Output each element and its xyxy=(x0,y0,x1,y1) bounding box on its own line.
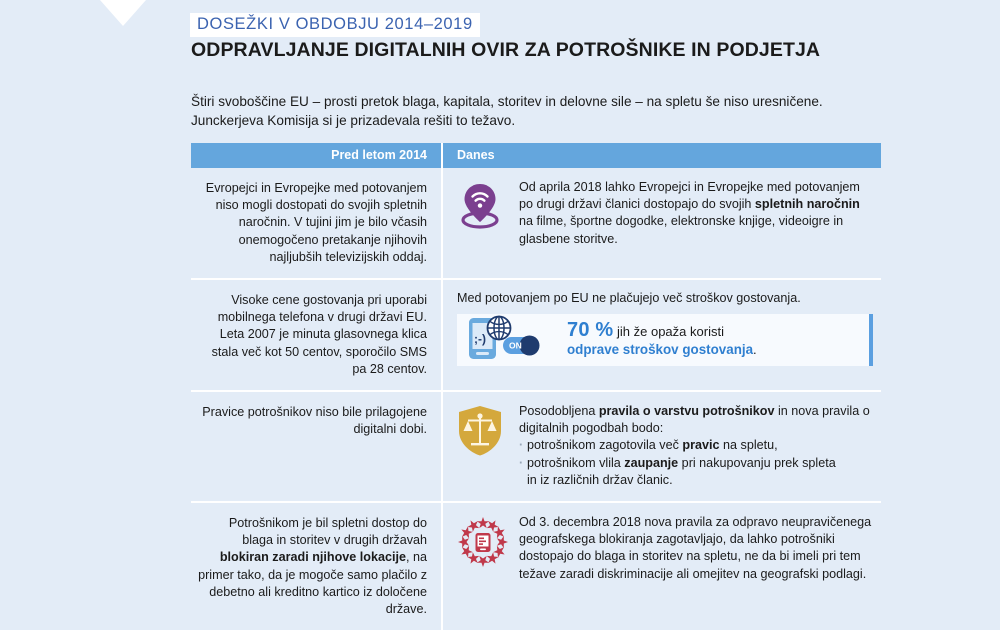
text-part: na spletu, xyxy=(719,438,778,453)
list-item xyxy=(519,437,873,454)
cell-today xyxy=(443,168,881,278)
column-header-today: Danes xyxy=(457,148,495,162)
cell-today xyxy=(443,503,881,630)
list-item xyxy=(519,455,873,472)
table-row xyxy=(191,392,881,503)
list-item-continuation: in iz različnih držav članic. xyxy=(527,472,673,487)
text-part: na filme, športne dogodke, elektronske knjige, videoigre in glasbene storitve. xyxy=(519,214,844,246)
statistic-end: . xyxy=(753,341,757,357)
text-part: in nova pravila o digitalnih pogodbah bodo: xyxy=(519,404,870,436)
text-part: potrošnikom vlila xyxy=(527,455,625,470)
statistic-percent: 70 % xyxy=(567,319,614,342)
kicker-label: DOSEŽKI V OBDOBJU 2014–2019 xyxy=(190,13,480,37)
top-chevron-decoration xyxy=(100,0,146,26)
comparison-table xyxy=(191,143,881,630)
eu-stars-device-icon xyxy=(457,514,509,573)
roaming-statistic-callout xyxy=(457,314,873,366)
toggle-on-label: ON xyxy=(509,340,522,351)
cell-today-text: Od 3. decembra 2018 nova pravila za odpravo neupravičenega geografskega blokiranja zagotavljajo, da lahko potrošniki dostopajo do blaga in storitev na spletu, ne da bi imeli pri tem težave zaradi diskriminacije ali omejitev na geografski podlagi. xyxy=(519,515,872,581)
text-part-bold: zaupanje xyxy=(624,455,679,470)
svg-text:;-): ;-) xyxy=(474,331,486,346)
column-header-before: Pred letom 2014 xyxy=(191,143,443,168)
statistic-description: jih že opaža koristi xyxy=(617,324,724,340)
text-part: Potrošnikom je bil spletni dostop do blaga in storitev v drugih državah xyxy=(228,516,427,548)
text-part: Od aprila 2018 lahko Evropejci in Evropejke med potovanjem po drugi državi članici dostopajo do svojih xyxy=(519,180,860,212)
statistic-highlight: odprave stroškov gostovanja xyxy=(567,341,754,357)
shield-scales-icon xyxy=(457,403,509,462)
text-part-bold: pravila o varstvu potrošnikov xyxy=(598,404,775,419)
table-row xyxy=(191,168,881,280)
intro-line-1: Štiri svoboščine EU – prosti pretok blaga, kapitala, storitev in delovne sile – na spletu še niso uresničene. xyxy=(191,94,823,109)
cell-before: Evropejci in Evropejke med potovanjem niso mogli dostopati do svojih spletnih naročnin. V tujini jim je bilo včasih onemogočeno pretakanje njihovih najljubših televizijskih oddaj. xyxy=(191,168,443,278)
cell-before: Visoke cene gostovanja pri uporabi mobilnega telefona v drugi državi EU. Leta 2007 je minuta glasovnega klica stala več kot 50 centov, sporočilo SMS pa 28 centov. xyxy=(191,280,443,390)
cell-today-lead: Med potovanjem po EU ne plačujejo več stroškov gostovanja. xyxy=(457,291,801,306)
benefit-list xyxy=(519,437,873,489)
cell-before: Pravice potrošnikov niso bile prilagojene digitalni dobi. xyxy=(191,392,443,501)
text-part: Posodobljena xyxy=(519,404,599,419)
text-part: , na primer tako, da je mogoče samo plačilo z debetno ali kreditno kartico iz določene države. xyxy=(198,550,427,617)
text-part: potrošnikom zagotovila več xyxy=(527,438,683,453)
text-part-bold: blokiran zaradi njihove lokacije xyxy=(219,550,406,565)
page-title: ODPRAVLJANJE DIGITALNIH OVIR ZA POTROŠNIKE IN PODJETJA xyxy=(191,39,821,61)
phone-globe-roaming-icon xyxy=(465,315,553,366)
text-part: pri nakupovanju prek spleta xyxy=(678,455,836,470)
location-pin-wifi-icon xyxy=(457,179,509,236)
text-part-bold: spletnih naročnin xyxy=(754,197,860,212)
table-header-row xyxy=(191,143,881,168)
table-row xyxy=(191,280,881,392)
intro-paragraph xyxy=(191,92,891,130)
kicker-container xyxy=(190,13,480,37)
callout-text xyxy=(567,319,757,358)
table-row xyxy=(191,503,881,630)
cell-today xyxy=(443,280,881,390)
cell-today-text xyxy=(519,179,873,248)
cell-today-text xyxy=(519,403,873,489)
intro-line-2: Junckerjeva Komisija si je prizadevala rešiti to težavo. xyxy=(191,113,516,128)
cell-before xyxy=(191,503,443,630)
cell-today xyxy=(443,392,881,501)
text-part-bold: pravic xyxy=(682,438,720,453)
